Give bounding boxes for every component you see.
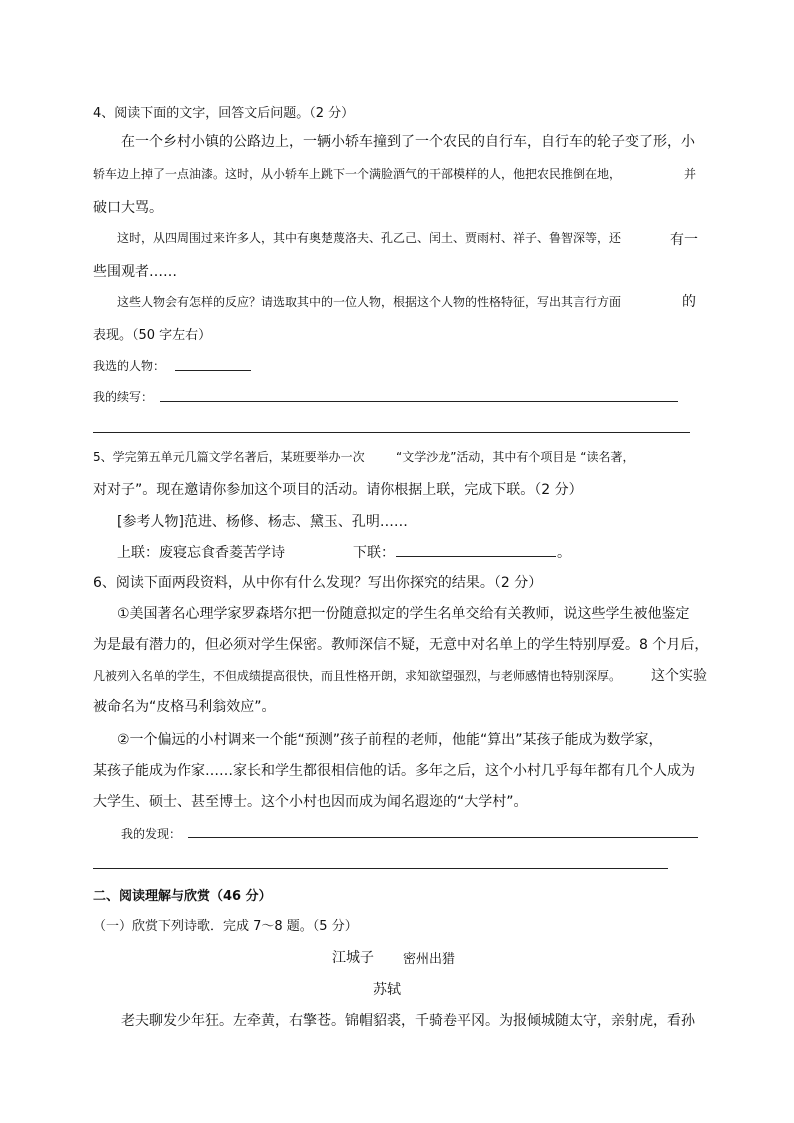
q4-person-answer-line[interactable] <box>175 370 251 371</box>
q5-lower-couplet-answer-line[interactable] <box>396 556 556 557</box>
q5-line1: 5、学完第五单元几篇文学名著后，某班要举办一次 <box>93 450 365 464</box>
q6-material2-line3: 大学生、硕士、甚至博士。这个小村也因而成为闻名遐迩的“大学村”。 <box>93 794 528 810</box>
q5-lower-couplet-end: 。 <box>557 545 571 561</box>
q4-continue-label: 我的续写： <box>93 390 154 404</box>
q6-title: 6、阅读下面两段资料，从中你有什么发现？写出你探究的结果。（2 分） <box>93 575 543 591</box>
q4-continue-answer-line-1[interactable] <box>160 401 678 402</box>
q6-material2-line1: ②一个偏远的小村调来一个能“预测”孩子前程的老师，他能“算出”某孩子能成为数学家， <box>117 732 663 748</box>
q4-paragraph3-line1-tail: 的 <box>682 294 696 310</box>
q4-paragraph1-line1: 在一个乡村小镇的公路边上，一辆小轿车撞到了一个农民的自行车，自行车的轮子变了形，小 <box>121 134 695 150</box>
q6-material1-line3: 凡被列入名单的学生，不但成绩提高很快，而且性格开朗，求知欲望强烈，与老师感情也特别深厚。 <box>93 669 622 683</box>
poem-line1: 老夫聊发少年狂。左牵黄，右擎苍。锦帽貂裘，千骑卷平冈。为报倾城随太守，亲射虎，看孙 <box>121 1013 695 1029</box>
poem-subtitle: 密州出猎 <box>403 952 456 967</box>
q6-material1-line1: ①美国著名心理学家罗森塔尔把一份随意拟定的学生名单交给有关教师，说这些学生被他鉴定 <box>117 606 690 622</box>
q4-paragraph2-line2: 些围观者…… <box>93 264 177 280</box>
poem-author: 苏轼 <box>373 982 401 998</box>
q5-reference-people: [参考人物]范进、杨修、杨志、黛玉、孔明…… <box>117 514 408 530</box>
q6-discovery-label: 我的发现： <box>121 827 182 841</box>
section2-heading: 二、阅读理解与欣赏（46 分） <box>93 889 272 904</box>
q6-material2-line2: 某孩子能成为作家……家长和学生都很相信他的话。多年之后，这个小村几乎每年都有几个人成为 <box>93 763 695 779</box>
q4-title: 4、阅读下面的文字，回答文后问题。（2 分） <box>93 106 355 121</box>
q4-continue-answer-line-2[interactable] <box>93 432 690 433</box>
q6-discovery-answer-line-2[interactable] <box>93 868 668 869</box>
q5-line1-tail: “文学沙龙”活动，其中有个项目是 “读名著， <box>396 450 635 464</box>
q4-paragraph2-line1-tail: 有一 <box>670 232 698 248</box>
poem-title: 江城子 <box>332 950 374 966</box>
q6-material1-line2: 为是最有潜力的，但必须对学生保密。教师深信不疑，无意中对名单上的学生特别厚爱。8 个月后， <box>93 637 709 653</box>
q6-material1-line3-tail: 这个实验 <box>651 668 707 684</box>
q6-material1-line4: 被命名为“皮格马利翁效应”。 <box>93 699 276 715</box>
q6-discovery-answer-line-1[interactable] <box>188 837 698 838</box>
q4-paragraph3-line1: 这些人物会有怎样的反应？请选取其中的一位人物，根据这个人物的性格特征，写出其言行方面 <box>117 295 622 309</box>
q5-upper-couplet: 上联：废寝忘食香菱苦学诗 <box>117 545 285 561</box>
section2-subheading: （一）欣赏下列诗歌．完成 7～8 题。（5 分） <box>93 919 358 934</box>
q4-person-label: 我选的人物： <box>93 359 166 373</box>
q4-paragraph1-line2-tail: 并 <box>684 167 697 181</box>
q4-paragraph2-line1: 这时，从四周围过来许多人，其中有奥楚蔑洛夫、孔乙己、闰土、贾雨村、祥子、鲁智深等，还 <box>117 231 622 245</box>
q5-lower-couplet-label: 下联： <box>353 545 395 561</box>
q5-line2: 对对子”。现在邀请你参加这个项目的活动。请你根据上联，完成下联。（2 分） <box>93 482 583 498</box>
q4-paragraph1-line2: 轿车边上掉了一点油漆。这时，从小轿车上跳下一个满脸酒气的干部模样的人，他把农民推倒在地， <box>93 167 622 181</box>
q4-paragraph3-line2: 表现。（50 字左右） <box>93 328 212 343</box>
q4-paragraph1-line3: 破口大骂。 <box>93 200 163 216</box>
